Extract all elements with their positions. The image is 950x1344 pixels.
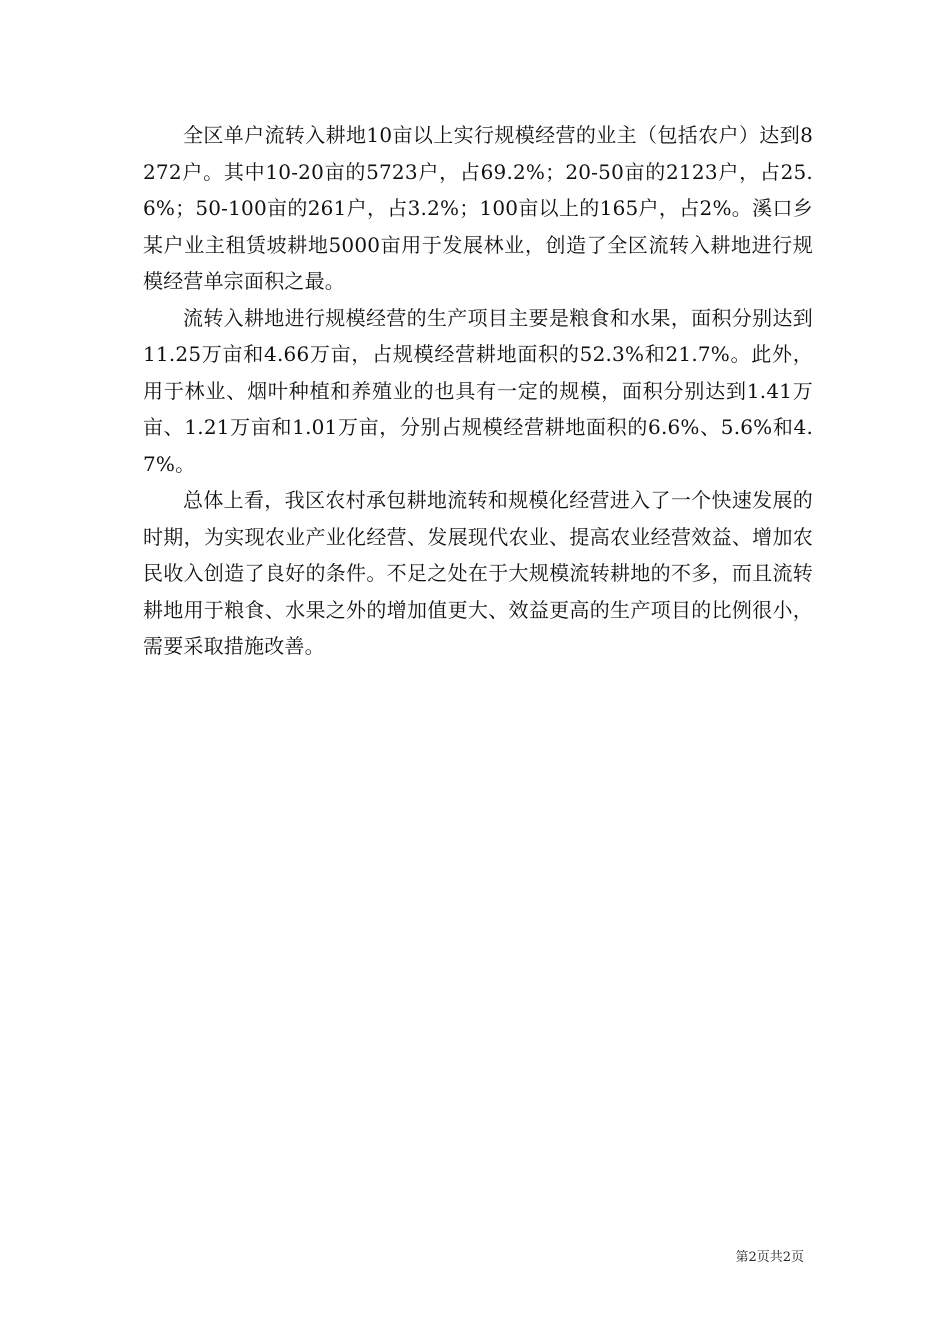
paragraph-production-projects: 流转入耕地进行规模经营的生产项目主要是粮食和水果，面积分别达到11.25万亩和4.66万亩，占规模经营耕地面积的52.3%和21.7%。此外，用于林业、烟叶种植和养殖业的也具有一定的规模，面积分别达到1.41万亩、1.21万亩和1.01万亩，分别占规模经营耕地面积的6.6%、5.6%和4.7%。: [143, 305, 813, 476]
paragraph-scale-operators: 全区单户流转入耕地10亩以上实行规模经营的业主（包括农户）达到8272户。其中10-20亩的5723户，占69.2%；20-50亩的2123户，占25.6%；50-100亩的261户，占3.2%；100亩以上的165户，占2%。溪口乡某户业主租赁坡耕地5000亩用于发展林业，创造了全区流转入耕地进行规模经营单宗面积之最。: [143, 123, 813, 293]
paragraph-overall-assessment: 总体上看，我区农村承包耕地流转和规模化经营进入了一个快速发展的时期，为实现农业产业化经营、发展现代农业、提高农业经营效益、增加农民收入创造了良好的条件。不足之处在于大规模流转耕地的不多，而且流转耕地用于粮食、水果之外的增加值更大、效益更高的生产项目的比例很小，需要采取措施改善。: [143, 488, 813, 658]
document-body: [143, 117, 813, 665]
page-number-footer: 第2页共2页: [735, 1250, 804, 1265]
